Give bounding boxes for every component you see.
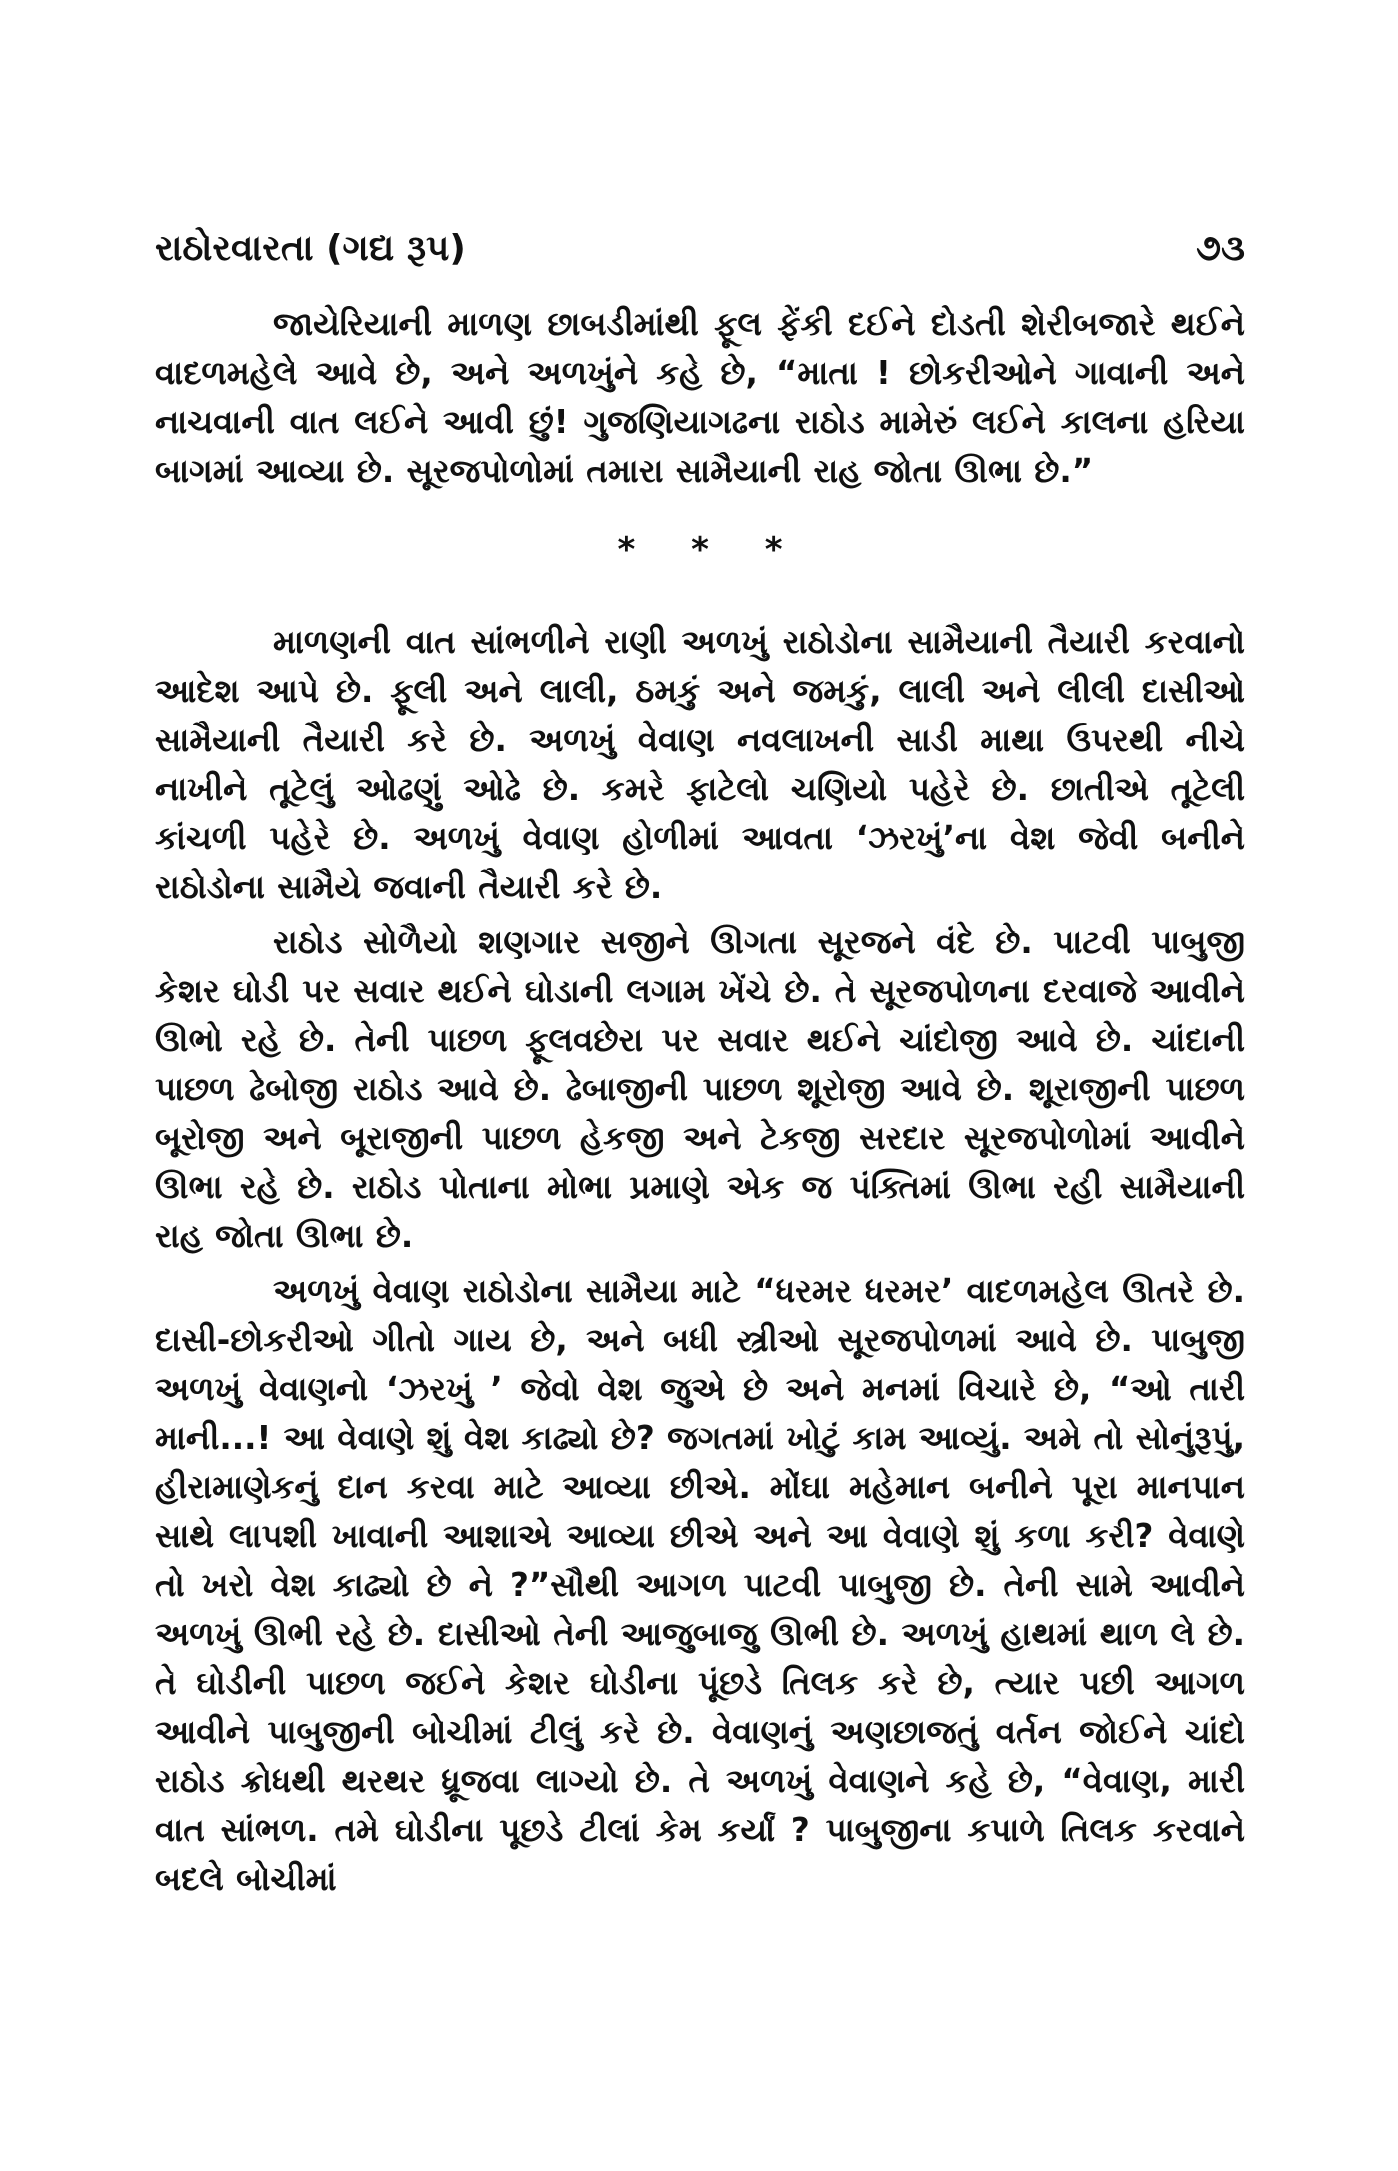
running-header (155, 228, 1245, 288)
page-number: ૭૩ (1196, 228, 1245, 269)
section-separator: * * * (617, 530, 805, 570)
paragraph-4: અળખું વેવાણ રાઠોડોના સામૈયા માટે “ધરમર ધરમર’ વાદળમહેલ ઊતરે છે. દાસી-છોકરીઓ ગીતો ગાય છે, અને બધી સ્ત્રીઓ સૂરજપોળમાં આવે છે. પાબુજી અળખું વેવાણનો ‘ઝરખું ’ જેવો વેશ જુએ છે અને મનમાં વિચારે છે, “ઓ તારી માની...! આ વેવાણે શું વેશ કાઢ્યો છે? જગતમાં ખોટું કામ આવ્યું. અમે તો સોનુંરૂપું, હીરામાણેકનું દાન કરવા માટે આવ્યા છીએ. મોંઘા મહેમાન બનીને પૂરા માનપાન સાથે લાપશી ખાવાની આશાએ આવ્યા છીએ અને આ વેવાણે શું કળા કરી? વેવાણે તો ખરો વેશ કાઢ્યો છે ને ?”સૌથી આગળ પાટવી પાબુજી છે. તેની સામે આવીને અળખું ઊભી રહે છે. દાસીઓ તેની આજુબાજુ ઊભી છે. અળખું હાથમાં થાળ લે છે. તે ઘોડીની પાછળ જઈને કેશર ઘોડીના પૂંછડે તિલક કરે છે, ત્યાર પછી આગળ આવીને પાબુજીની બોચીમાં ટીલું કરે છે. વેવાણનું અણછાજતું વર્તન જોઈને ચાંદો રાઠોડ ક્રોધથી થરથર ધ્રૂજવા લાગ્યો છે. તે અળખું વેવાણને કહે છે, “વેવાણ, મારી વાત સાંભળ. તમે ઘોડીના પૂછડે ટીલાં કેમ કર્યાં ? પાબુજીના કપાળે તિલક કરવાને બદલે બોચીમાં (155, 1272, 1245, 1898)
paragraph-3: રાઠોડ સોળૈયો શણગાર સજીને ઊગતા સૂરજને વંદે છે. પાટવી પાબુજી કેશર ઘોડી પર સવાર થઈને ઘોડાની લગામ ખેંચે છે. તે સૂરજપોળના દરવાજે આવીને ઊભો રહે છે. તેની પાછળ ફૂલવછેરા પર સવાર થઈને ચાંદોજી આવે છે. ચાંદાની પાછળ ઢેબોજી રાઠોડ આવે છે. ઢેબાજીની પાછળ શૂરોજી આવે છે. શૂરાજીની પાછળ બૂરોજી અને બૂરાજીની પાછળ હેકજી અને ટેકજી સરદાર સૂરજપોળોમાં આવીને ઊભા રહે છે. રાઠોડ પોતાના મોભા પ્રમાણે એક જ પંક્તિમાં ઊભા રહી સામૈયાની રાહ જોતા ઊભા છે. (155, 923, 1245, 1255)
paragraph-2: માળણની વાત સાંભળીને રાણી અળખું રાઠોડોના સામૈયાની તૈયારી કરવાનો આદેશ આપે છે. ફૂલી અને લાલી, ઠમકું અને જમકું, લાલી અને લીલી દાસીઓ સામૈયાની તૈયારી કરે છે. અળખું વેવાણ નવલાખની સાડી માથા ઉપરથી નીચે નાખીને તૂટેલું ઓઢણું ઓઢે છે. કમરે ફાટેલો ચણિયો પહેરે છે. છાતીએ તૂટેલી કાંચળી પહેરે છે. અળખું વેવાણ હોળીમાં આવતા ‘ઝરખું’ના વેશ જેવી બનીને રાઠોડોના સામૈયે જવાની તૈયારી કરે છે. (155, 623, 1245, 906)
body-text (155, 300, 1245, 1904)
paragraph-1: જાયેરિયાની માળણ છાબડીમાંથી ફૂલ ફેંકી દઈને દોડતી શેરીબજારે થઈને વાદળમહેલે આવે છે, અને અળખુંને કહે છે, “માતા ! છોકરીઓને ગાવાની અને નાચવાની વાત લઈને આવી છું! ગુજણિયાગઢના રાઠોડ મામેરું લઈને કાલના હરિયા બાગમાં આવ્યા છે. સૂરજપોળોમાં તમારા સામૈયાની રાહ જોતા ઊભા છે.” (155, 305, 1245, 490)
running-title: રાઠોરવારતા (ગદ્ય રૂપ) (155, 228, 466, 269)
